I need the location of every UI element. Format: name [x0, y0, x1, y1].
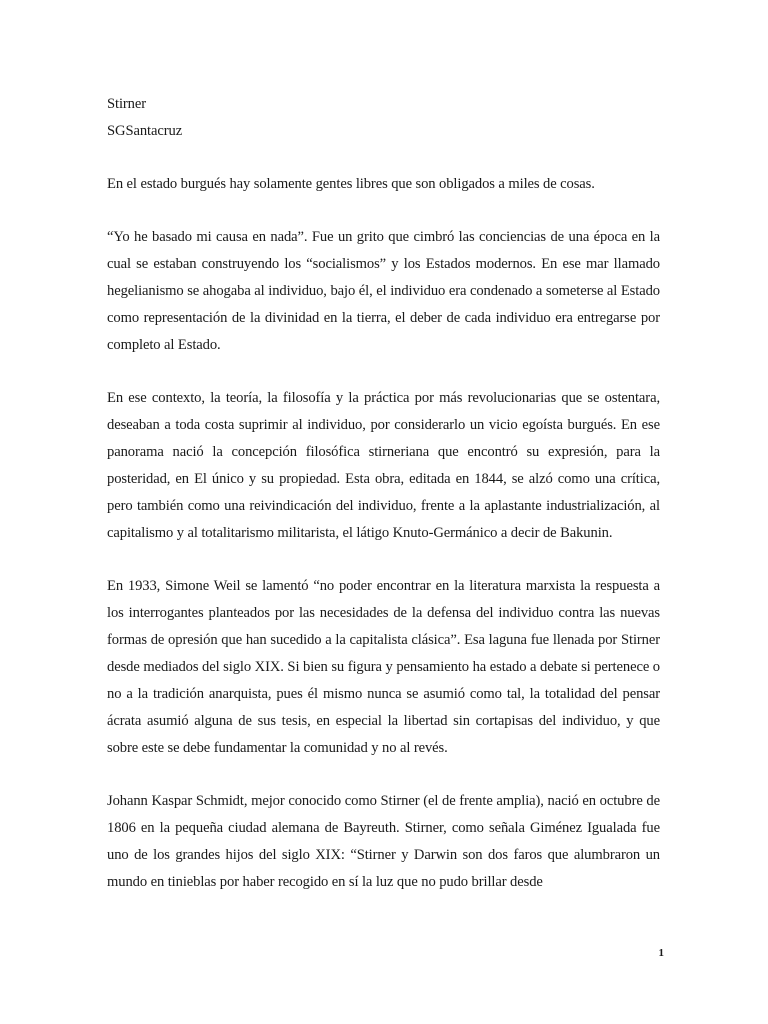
- document-body: [107, 91, 660, 922]
- paragraph-4: Johann Kaspar Schmidt, mejor conocido como Stirner (el de frente amplia), nació en octubre de 1806 en la pequeña ciudad alemana de Bayreuth. Stirner, como señala Giménez Igualada fue uno de los grandes hijos del siglo XIX: “Stirner y Darwin son dos faros que alumbraron un mundo en tinieblas por haber recogido en sí la luz que no pudo brillar desde: [107, 793, 660, 890]
- paragraph-1: “Yo he basado mi causa en nada”. Fue un grito que cimbró las conciencias de una época en la cual se estaban construyendo los “socialismos” y los Estados modernos. En ese mar llamado hegelianismo se ahogaba al individuo, bajo él, el individuo era condenado a someterse al Estado como representación de la divinidad en la tierra, el deber de cada individuo era entregarse por completo al Estado.: [107, 229, 660, 353]
- page-number: 1: [658, 947, 664, 959]
- paragraph-3: En 1933, Simone Weil se lamentó “no poder encontrar en la literatura marxista la respuesta a los interrogantes planteados por las necesidades de la defensa del individuo contra las nuevas formas de opresión que han sucedido a la capitalista clásica”. Esa laguna fue llenada por Stirner desde mediados del siglo XIX. Si bien su figura y pensamiento ha estado a debate si pertenece o no a la tradición anarquista, pues él mismo nunca se asumió como tal, la totalidad del pensar ácrata asumió alguna de sus tesis, en especial la libertad sin cortapisas del individuo, y que sobre este se debe fundamentar la comunidad y no al revés.: [107, 578, 660, 756]
- document-author: SGSantacruz: [107, 123, 183, 139]
- paragraph-2: En ese contexto, la teoría, la filosofía y la práctica por más revolucionarias que se ostentara, deseaban a toda costa suprimir al individuo, por considerarlo un vicio egoísta burgués. En ese panorama nació la concepción filosófica stirneriana que encontró su expresión, para la posteridad, en El único y su propiedad. Esta obra, editada en 1844, se alzó como una crítica, pero también como una reivindicación del individuo, frente a la aplastante industrialización, al capitalismo y al totalitarismo militarista, el látigo Knuto-Germánico a decir de Bakunin.: [107, 390, 660, 541]
- document-title: Stirner: [107, 96, 147, 112]
- paragraph-epigraph: En el estado burgués hay solamente gentes libres que son obligados a miles de cosas.: [107, 176, 595, 192]
